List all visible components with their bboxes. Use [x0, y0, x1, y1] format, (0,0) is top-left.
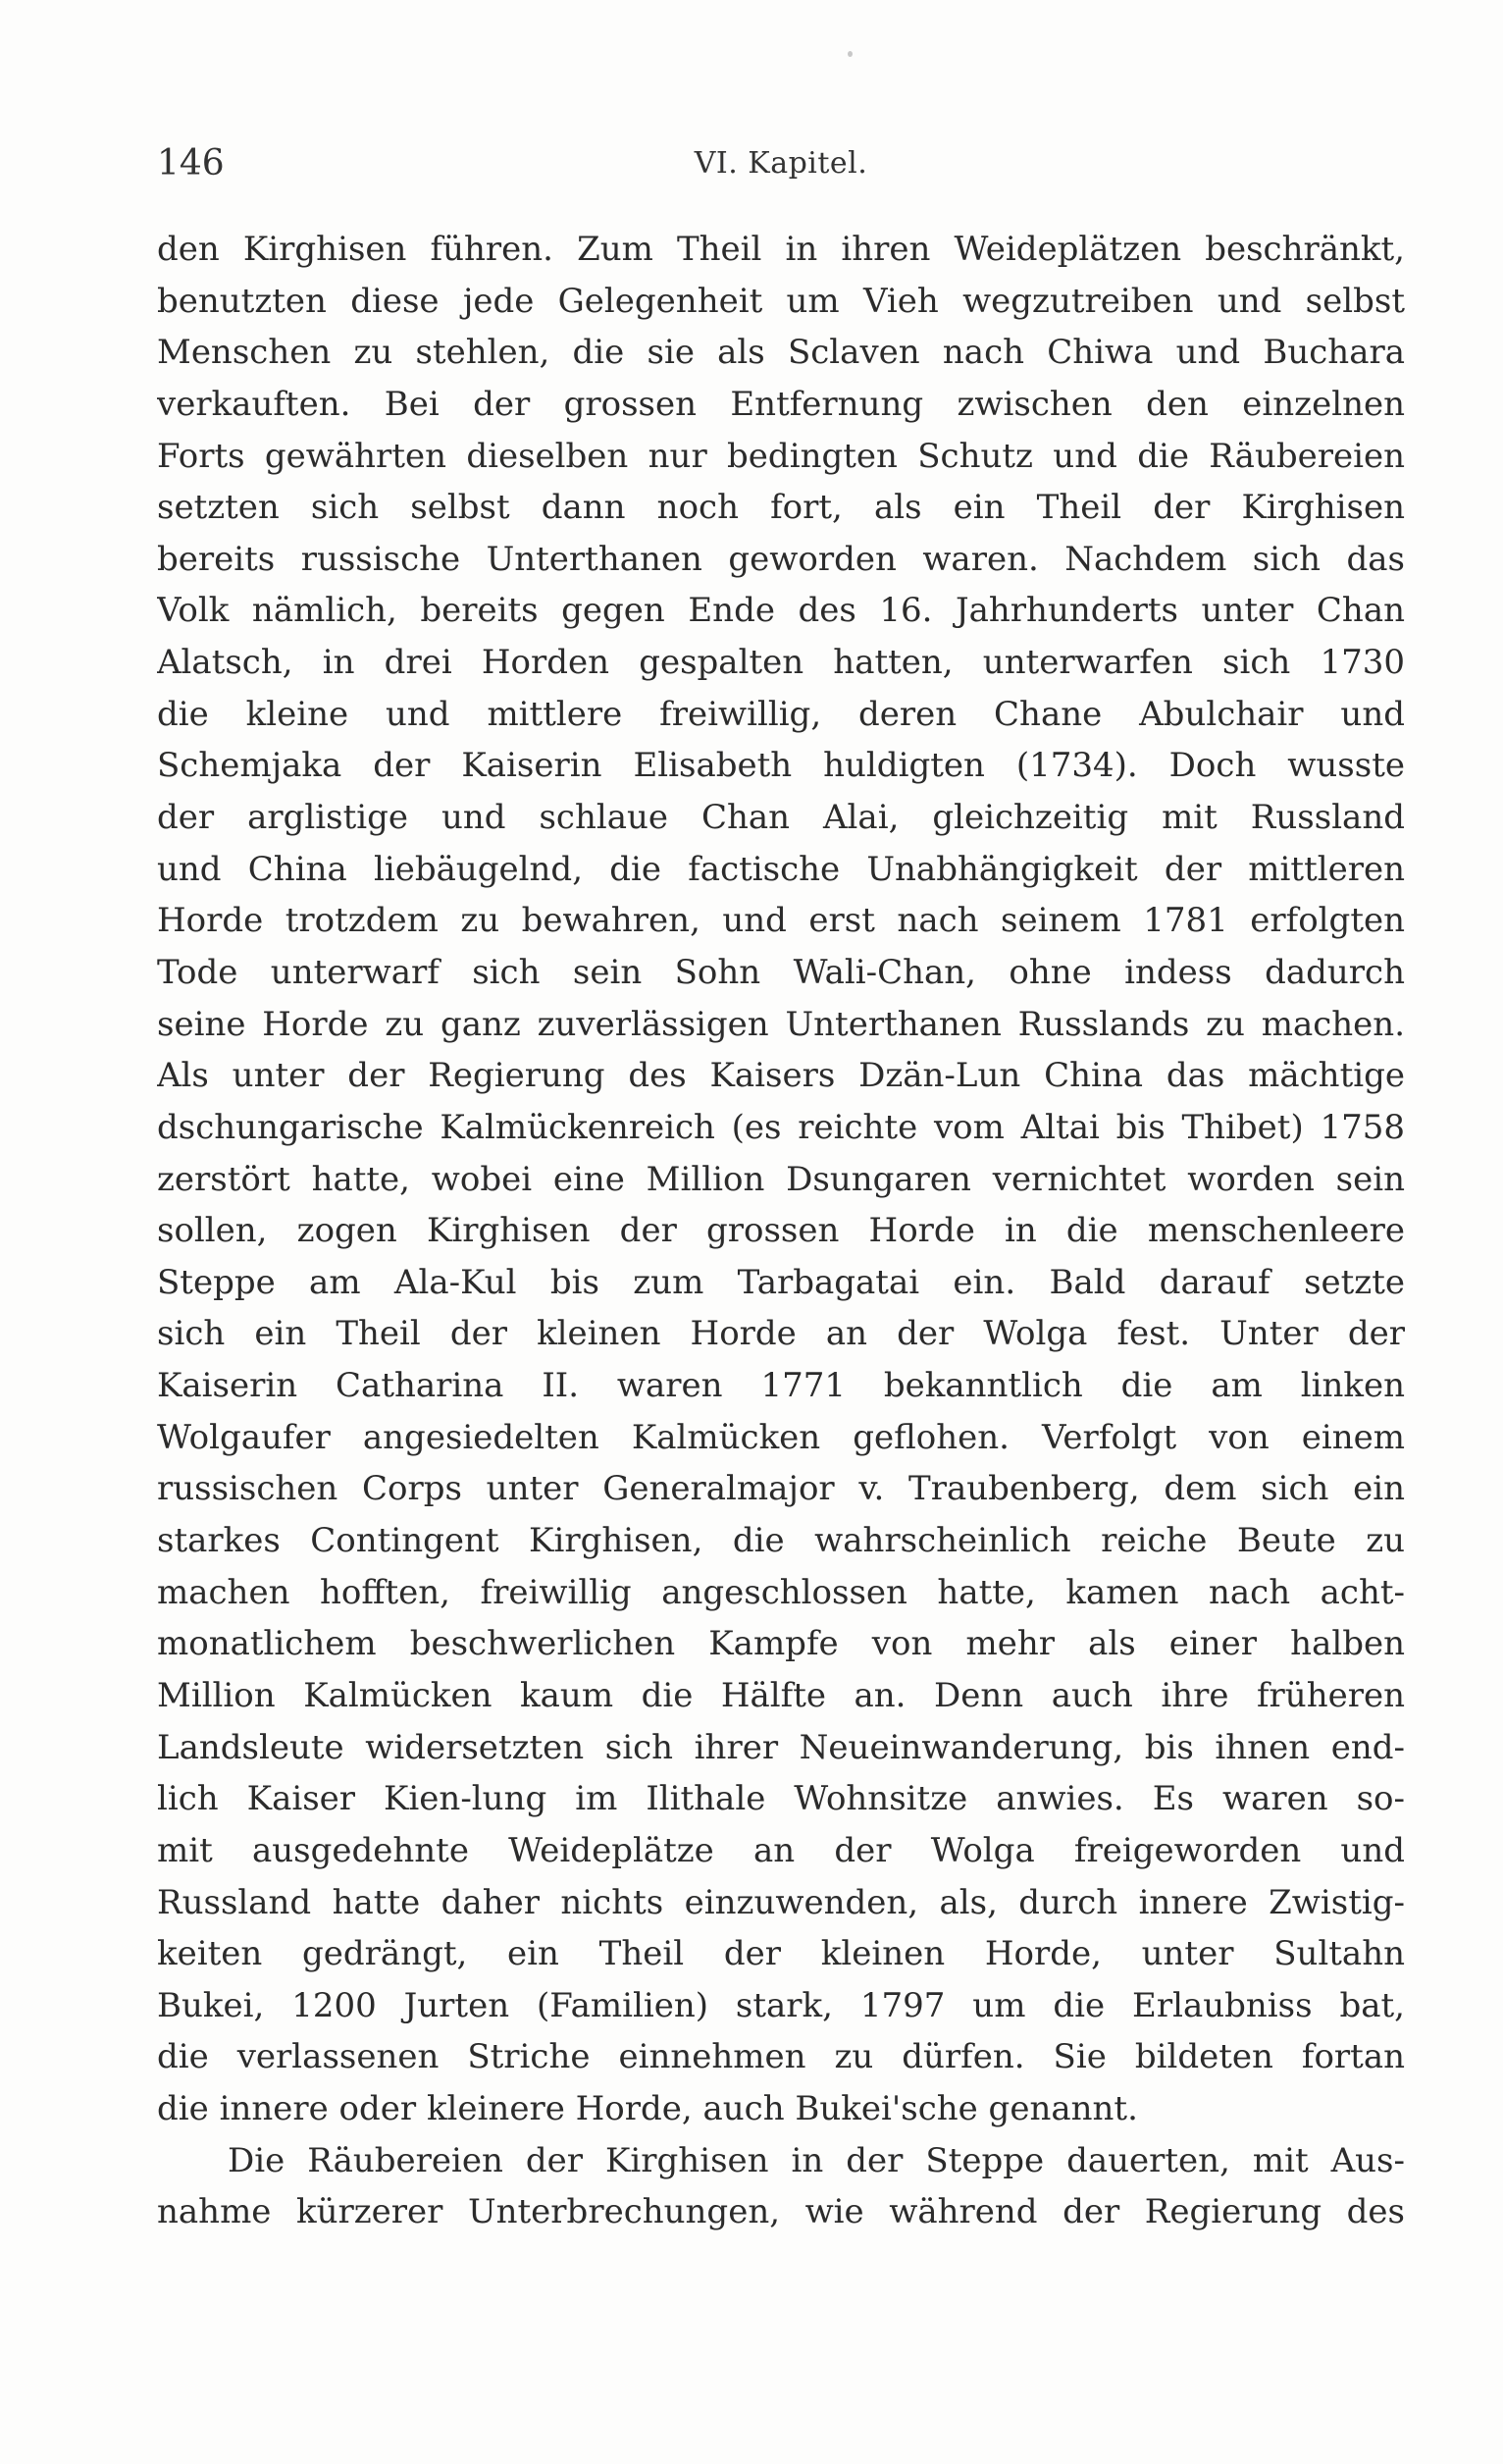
- text-line: Als unter der Regierung des Kaisers Dzän-Lun China das mächtige: [157, 1056, 1405, 1096]
- text-line: Landsleute widersetzten sich ihrer Neueinwanderung, bis ihnen end-: [157, 1727, 1405, 1767]
- text-line: der arglistige und schlaue Chan Alai, gleichzeitig mit Russland: [157, 798, 1405, 838]
- page-number: 146: [157, 143, 225, 183]
- text-line: machen hofften, freiwillig angeschlossen hatte, kamen nach acht-: [157, 1572, 1405, 1612]
- text-line: lich Kaiser Kien-lung im Ilithale Wohnsitze anwies. Es waren so-: [157, 1779, 1405, 1819]
- paragraph: [157, 2135, 1405, 2238]
- text-line: Menschen zu stehlen, die sie als Sclaven nach Chiwa und Buchara: [157, 333, 1405, 373]
- text-line: sich ein Theil der kleinen Horde an der Wolga fest. Unter der: [157, 1314, 1405, 1354]
- text-line: mit ausgedehnte Weideplätze an der Wolga freigeworden und: [157, 1830, 1405, 1870]
- text-line: und China liebäugelnd, die factische Unabhängigkeit der mittleren: [157, 849, 1405, 889]
- text-line: die kleine und mittlere freiwillig, deren Chane Abulchair und: [157, 694, 1405, 734]
- text-line: Alatsch, in drei Horden gespalten hatten, unterwarfen sich 1730: [157, 643, 1405, 683]
- paper-speck: [848, 51, 853, 57]
- text-line: Russland hatte daher nichts einzuwenden, als, durch innere Zwistig-: [157, 1882, 1405, 1922]
- text-line: bereits russische Unterthanen geworden waren. Nachdem sich das: [157, 539, 1405, 579]
- text-line: die innere oder kleinere Horde, auch Bukei'sche genannt.: [157, 2089, 1138, 2129]
- text-line: nahme kürzerer Unterbrechungen, wie während der Regierung des: [157, 2192, 1405, 2232]
- text-line: Horde trotzdem zu bewahren, und erst nach seinem 1781 erfolgten: [157, 901, 1405, 941]
- text-line: starkes Contingent Kirghisen, die wahrscheinlich reiche Beute zu: [157, 1521, 1405, 1561]
- paragraph: [157, 224, 1405, 2135]
- text-line: den Kirghisen führen. Zum Theil in ihren Weideplätzen beschränkt,: [157, 230, 1405, 269]
- text-line: monatlichem beschwerlichen Kampfe von mehr als einer halben: [157, 1624, 1405, 1664]
- paragraph-container: [157, 224, 1405, 2238]
- text-line: sollen, zogen Kirghisen der grossen Horde in die menschenleere: [157, 1211, 1405, 1251]
- text-line: verkauften. Bei der grossen Entfernung zwischen den einzelnen: [157, 384, 1405, 424]
- text-line: Steppe am Ala-Kul bis zum Tarbagatai ein. Bald darauf setzte: [157, 1262, 1405, 1302]
- text-line: keiten gedrängt, ein Theil der kleinen Horde, unter Sultahn: [157, 1934, 1405, 1974]
- text-line: Schemjaka der Kaiserin Elisabeth huldigten (1734). Doch wusste: [157, 746, 1405, 786]
- text-line: russischen Corps unter Generalmajor v. Traubenberg, dem sich ein: [157, 1469, 1405, 1509]
- text-line: Die Räubereien der Kirghisen in der Steppe dauerten, mit Aus-: [228, 2140, 1405, 2180]
- running-head: VI. Kapitel.: [694, 146, 868, 181]
- text-line: Tode unterwarf sich sein Sohn Wali-Chan, ohne indess dadurch: [157, 952, 1405, 992]
- body-text: [157, 224, 1405, 2238]
- text-line: Wolgaufer angesiedelten Kalmücken geflohen. Verfolgt von einem: [157, 1417, 1405, 1457]
- text-line: benutzten diese jede Gelegenheit um Vieh wegzutreiben und selbst: [157, 281, 1405, 321]
- text-line: Forts gewährten dieselben nur bedingten Schutz und die Räubereien: [157, 436, 1405, 476]
- text-line: Bukei, 1200 Jurten (Familien) stark, 1797 um die Erlaubniss bat,: [157, 1985, 1405, 2025]
- text-line: dschungarische Kalmückenreich (es reichte vom Altai bis Thibet) 1758: [157, 1107, 1405, 1147]
- text-line: die verlassenen Striche einnehmen zu dürfen. Sie bildeten fortan: [157, 2037, 1405, 2077]
- page-header: [157, 139, 1405, 188]
- text-line: seine Horde zu ganz zuverlässigen Unterthanen Russlands zu machen.: [157, 1004, 1405, 1044]
- text-line: Volk nämlich, bereits gegen Ende des 16. Jahrhunderts unter Chan: [157, 591, 1405, 631]
- text-line: Kaiserin Catharina II. waren 1771 bekanntlich die am linken: [157, 1366, 1405, 1406]
- text-line: zerstört hatte, wobei eine Million Dsungaren vernichtet worden sein: [157, 1159, 1405, 1199]
- text-line: setzten sich selbst dann noch fort, als ein Theil der Kirghisen: [157, 488, 1405, 528]
- text-line: Million Kalmücken kaum die Hälfte an. Denn auch ihre früheren: [157, 1675, 1405, 1715]
